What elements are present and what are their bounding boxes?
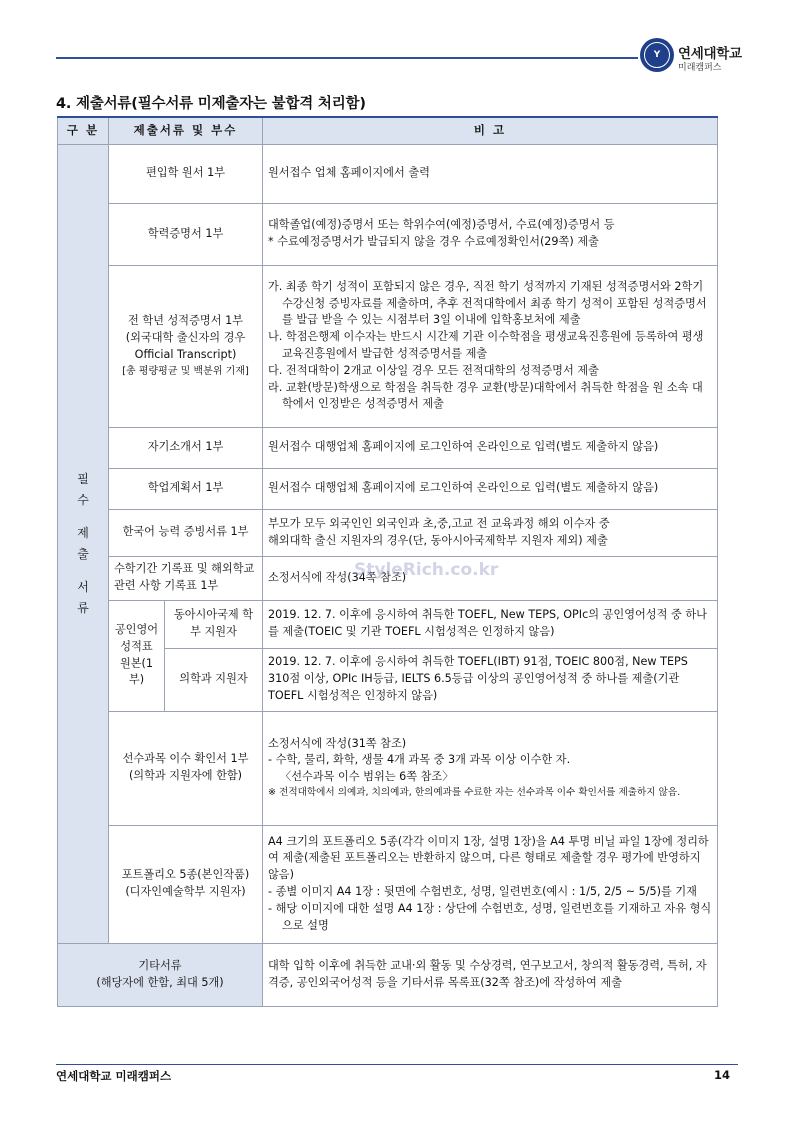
note-transcript: 가. 최종 학기 성적이 포함되지 않은 경우, 직전 학기 성적까지 기재된 성적증명서와 2학기 수강신청 증빙자료를 제출하며, 추후 전적대학에서 최종 학기 성적이 포함된 성적증명서를 발급 받을 수 있는 시점부터 3일 이내에 입학홍보처에 제출 나. 학점은행제 이수자는 반드시 시간제 기관 이수학점을 평생교육진흥원에 등록하여 평생교육진흥원에서 발급한 성적증명서를 제출 다. 전적대학이 2개교 이상일 경우 모든 전적대학의 성적증명서 제출 라. 교환(방문)학생으로 학점을 취득한 경우 교환(방문)대학에서 취득한 학점을 원 소속 대학에서 인정받은 성적증명서 제출 xyxy=(263,265,718,427)
doc-english-group: 공인영어 성적표 원본(1부) xyxy=(109,600,165,711)
note-self-intro: 원서접수 대행업체 홈페이지에 로그인하여 온라인으로 입력(별도 제출하지 않음) xyxy=(263,427,718,468)
table-header-row xyxy=(58,117,718,144)
table-row xyxy=(58,468,718,509)
doc-korean: 한국어 능력 증빙서류 1부 xyxy=(109,509,263,556)
note-study-plan: 원서접수 대행업체 홈페이지에 로그인하여 온라인으로 입력(별도 제출하지 않음) xyxy=(263,468,718,509)
doc-english-medicine: 의학과 지원자 xyxy=(165,648,263,711)
note-application: 원서접수 업체 홈페이지에서 출력 xyxy=(263,144,718,203)
doc-application: 편입학 원서 1부 xyxy=(109,144,263,203)
table-row xyxy=(58,825,718,943)
note-study-period: 소정서식에 작성(34쪽 참조) xyxy=(263,556,718,600)
note-other: 대학 입학 이후에 취득한 교내·외 활동 및 수상경력, 연구보고서, 창의적 활동경력, 특허, 자격증, 공인외국어성적 등을 기타서류 목록표(32쪽 참조)에 작성하여 제출 xyxy=(263,943,718,1006)
doc-english-eastasia: 동아시아국제 학부 지원자 xyxy=(165,600,263,648)
doc-prereq: 선수과목 이수 확인서 1부 (의학과 지원자에 한함) xyxy=(109,711,263,825)
table-row xyxy=(58,427,718,468)
doc-other: 기타서류 (해당자에 한함, 최대 5개) xyxy=(58,943,263,1006)
note-prereq: 소정서식에 작성(31쪽 참조) - 수학, 물리, 화학, 생물 4개 과목 중 3개 과목 이상 이수한 자. 〈선수과목 이수 범위는 6쪽 참조〉 ※ 전적대학에서 의예과, 치의예과, 한의예과를 수료한 자는 선수과목 이수 확인서를 제출하지 않음. xyxy=(263,711,718,825)
footer-university: 연세대학교 미래캠퍼스 xyxy=(56,1069,172,1083)
note-english-medicine: 2019. 12. 7. 이후에 응시하여 취득한 TOEFL(IBT) 91점, TOEIC 800점, New TEPS 310점 이상, OPIc IH등급, IELTS 6.5등급 이상의 공인영어성적 중 하나를 제출(기관 TOEFL 시험성적은 인정하지 않음) xyxy=(263,648,718,711)
table-row xyxy=(58,144,718,203)
note-english-eastasia: 2019. 12. 7. 이후에 응시하여 취득한 TOEFL, New TEPS, OPIc의 공인영어성적 중 하나를 제출(TOEIC 및 기관 TOEFL 시험성적은 인정하지 않음) xyxy=(263,600,718,648)
note-degree: 대학졸업(예정)증명서 또는 학위수여(예정)증명서, 수료(예정)증명서 등 * 수료예정증명서가 발급되지 않을 경우 수료예정확인서(29쪽) 제출 xyxy=(263,203,718,265)
table-row xyxy=(58,600,718,648)
doc-study-period: 수학기간 기록표 및 해외학교 관련 사항 기록표 1부 xyxy=(109,556,263,600)
table-row xyxy=(58,203,718,265)
column-header-remarks: 비 고 xyxy=(263,117,718,144)
note-portfolio: A4 크기의 포트폴리오 5종(각각 이미지 1장, 설명 1장)을 A4 투명 비닐 파일 1장에 정리하여 제출(제출된 포트폴리오는 반환하지 않으며, 다른 형태로 제출할 경우 평가에 반영하지 않음) - 종별 이미지 A4 1장 : 뒷면에 수험번호, 성명, 일련번호(예시 : 1/5, 2/5 ~ 5/5)를 기재 - 해당 이미지에 대한 설명 A4 1장 : 상단에 수험번호, 성명, 일련번호를 기재하고 자유 형식으로 설명 xyxy=(263,825,718,943)
watermark: StyleRich.co.kr xyxy=(354,560,499,580)
campus-name: 미래캠퍼스 xyxy=(678,63,722,73)
section-title: 4. 제출서류(필수서류 미제출자는 불합격 처리함) xyxy=(56,96,366,112)
required-documents-group: 필 수 제 출 서 류 xyxy=(58,144,109,943)
university-seal-icon: Y xyxy=(640,38,674,72)
doc-portfolio: 포트폴리오 5종(본인작품) (디자인예술학부 지원자) xyxy=(109,825,263,943)
doc-transcript: 전 학년 성적증명서 1부 (외국대학 출신자의 경우 Official Transcript) [총 평량평균 및 백분위 기재] xyxy=(109,265,263,427)
footer-rule xyxy=(56,1064,738,1065)
table-row xyxy=(58,265,718,427)
header-rule xyxy=(56,57,638,59)
page-number: 14 xyxy=(714,1068,731,1082)
table-row xyxy=(58,711,718,825)
doc-self-intro: 자기소개서 1부 xyxy=(109,427,263,468)
column-header-documents: 제출서류 및 부수 xyxy=(109,117,263,144)
doc-study-plan: 학업계획서 1부 xyxy=(109,468,263,509)
table-row xyxy=(58,509,718,556)
column-header-category: 구 분 xyxy=(58,117,109,144)
table-row xyxy=(58,943,718,1006)
doc-degree: 학력증명서 1부 xyxy=(109,203,263,265)
university-name: 연세대학교 xyxy=(678,46,742,62)
note-korean: 부모가 모두 외국인인 외국인과 초,중,고교 전 교육과정 해외 이수자 중 해외대학 출신 지원자의 경우(단, 동아시아국제학부 지원자 제외) 제출 xyxy=(263,509,718,556)
